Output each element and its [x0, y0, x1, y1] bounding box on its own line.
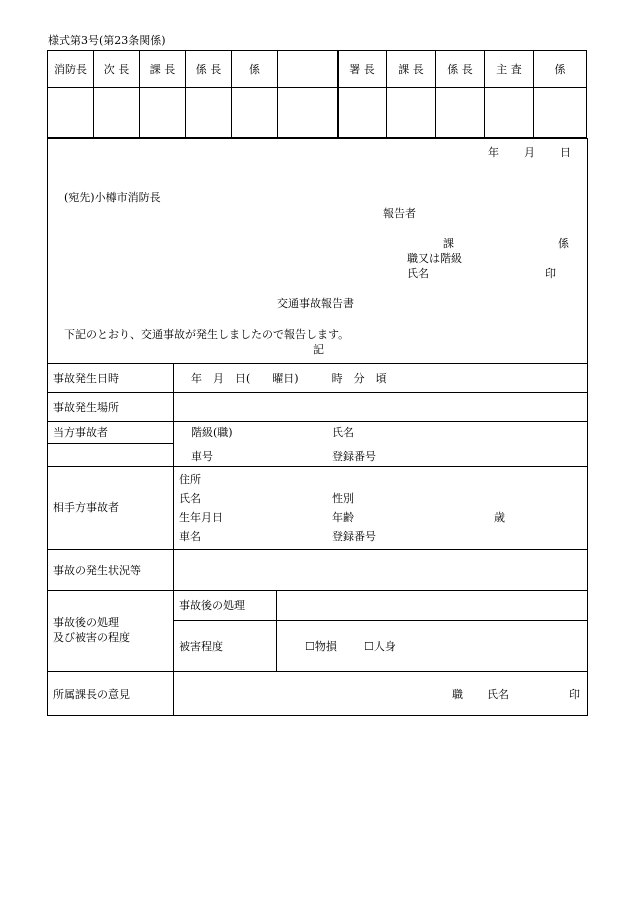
intro-text: 下記のとおり、交通事故が発生しましたので報告します。 [64, 328, 350, 341]
row-label-other: 相手方事故者 [53, 501, 119, 514]
other-birth[interactable]: 生年月日 [179, 511, 223, 524]
row-label-place: 事故発生場所 [53, 401, 119, 414]
stamp-box[interactable] [436, 88, 485, 138]
own-name[interactable]: 氏名 [332, 426, 354, 439]
reporter-label: 報告者 [383, 207, 416, 220]
date-month: 月 [524, 146, 535, 159]
own-rank[interactable]: 階級(職) [191, 426, 233, 439]
place-field[interactable] [175, 394, 585, 419]
stamp-header [278, 51, 339, 88]
stamp-header: 係 長 [436, 51, 485, 88]
stamp-header: 消防長 [48, 51, 94, 88]
situation-field[interactable] [175, 551, 585, 588]
stamp-box[interactable] [94, 88, 140, 138]
row-label-situation: 事故の発生状況等 [53, 564, 141, 577]
stamp-header: 係 長 [186, 51, 232, 88]
reporter-subsection: 係 [558, 237, 569, 250]
datetime-field[interactable]: 年 月 日( 曜日) 時 分 頃 [191, 372, 387, 385]
date-year: 年 [488, 146, 499, 159]
stamp-header: 課 長 [140, 51, 186, 88]
row-label-opinion: 所属課長の意見 [53, 688, 130, 701]
row-label-after-2: 及び被害の程度 [53, 631, 130, 644]
damage-person-checkbox[interactable]: ☐人身 [364, 640, 396, 653]
stamp-box[interactable] [534, 88, 587, 138]
opinion-seal: 印 [569, 688, 580, 701]
row-label-after-1: 事故後の処理 [53, 616, 119, 629]
stamp-box[interactable] [387, 88, 436, 138]
opinion-name: 氏名 [487, 688, 509, 701]
stamp-box[interactable] [48, 88, 94, 138]
report-form-frame [47, 138, 588, 716]
stamp-box[interactable] [338, 88, 387, 138]
stamp-box[interactable] [232, 88, 278, 138]
opinion-rank: 職 [452, 688, 463, 701]
stamp-header: 係 [232, 51, 278, 88]
addressee: (宛先)小樽市消防長 [64, 191, 161, 204]
damage-label: 被害程度 [179, 640, 223, 653]
other-car[interactable]: 車名 [179, 530, 201, 543]
reporter-name: 氏名 [407, 267, 429, 280]
stamp-box[interactable] [485, 88, 534, 138]
other-reg[interactable]: 登録番号 [332, 530, 376, 543]
damage-property-checkbox[interactable]: ☐物損 [305, 640, 337, 653]
row-label-own: 当方事故者 [53, 426, 108, 439]
other-sex[interactable]: 性別 [332, 492, 354, 505]
other-age[interactable]: 年齢 [332, 511, 354, 524]
row-label-datetime: 事故発生日時 [53, 372, 119, 385]
report-title: 交通事故報告書 [277, 297, 354, 310]
stamp-header: 署 長 [338, 51, 387, 88]
approval-stamps-left [47, 50, 339, 138]
stamp-header: 次 長 [94, 51, 140, 88]
ki-label: 記 [313, 343, 324, 356]
stamp-header: 主 査 [485, 51, 534, 88]
processing-label: 事故後の処理 [179, 599, 245, 612]
own-car[interactable]: 車号 [191, 450, 213, 463]
stamp-box[interactable] [186, 88, 232, 138]
other-address[interactable]: 住所 [179, 473, 201, 486]
form-number-label: 様式第3号(第23条関係) [48, 34, 166, 47]
reporter-seal: 印 [545, 267, 556, 280]
own-reg[interactable]: 登録番号 [332, 450, 376, 463]
reporter-rank: 職又は階級 [407, 252, 462, 265]
stamp-box[interactable] [278, 88, 339, 138]
approval-stamps-right [337, 50, 587, 138]
other-age-unit: 歳 [494, 511, 505, 524]
stamp-box[interactable] [140, 88, 186, 138]
reporter-section: 課 [443, 237, 454, 250]
date-day: 日 [560, 146, 571, 159]
other-name[interactable]: 氏名 [179, 492, 201, 505]
stamp-header: 課 長 [387, 51, 436, 88]
stamp-header: 係 [534, 51, 587, 88]
